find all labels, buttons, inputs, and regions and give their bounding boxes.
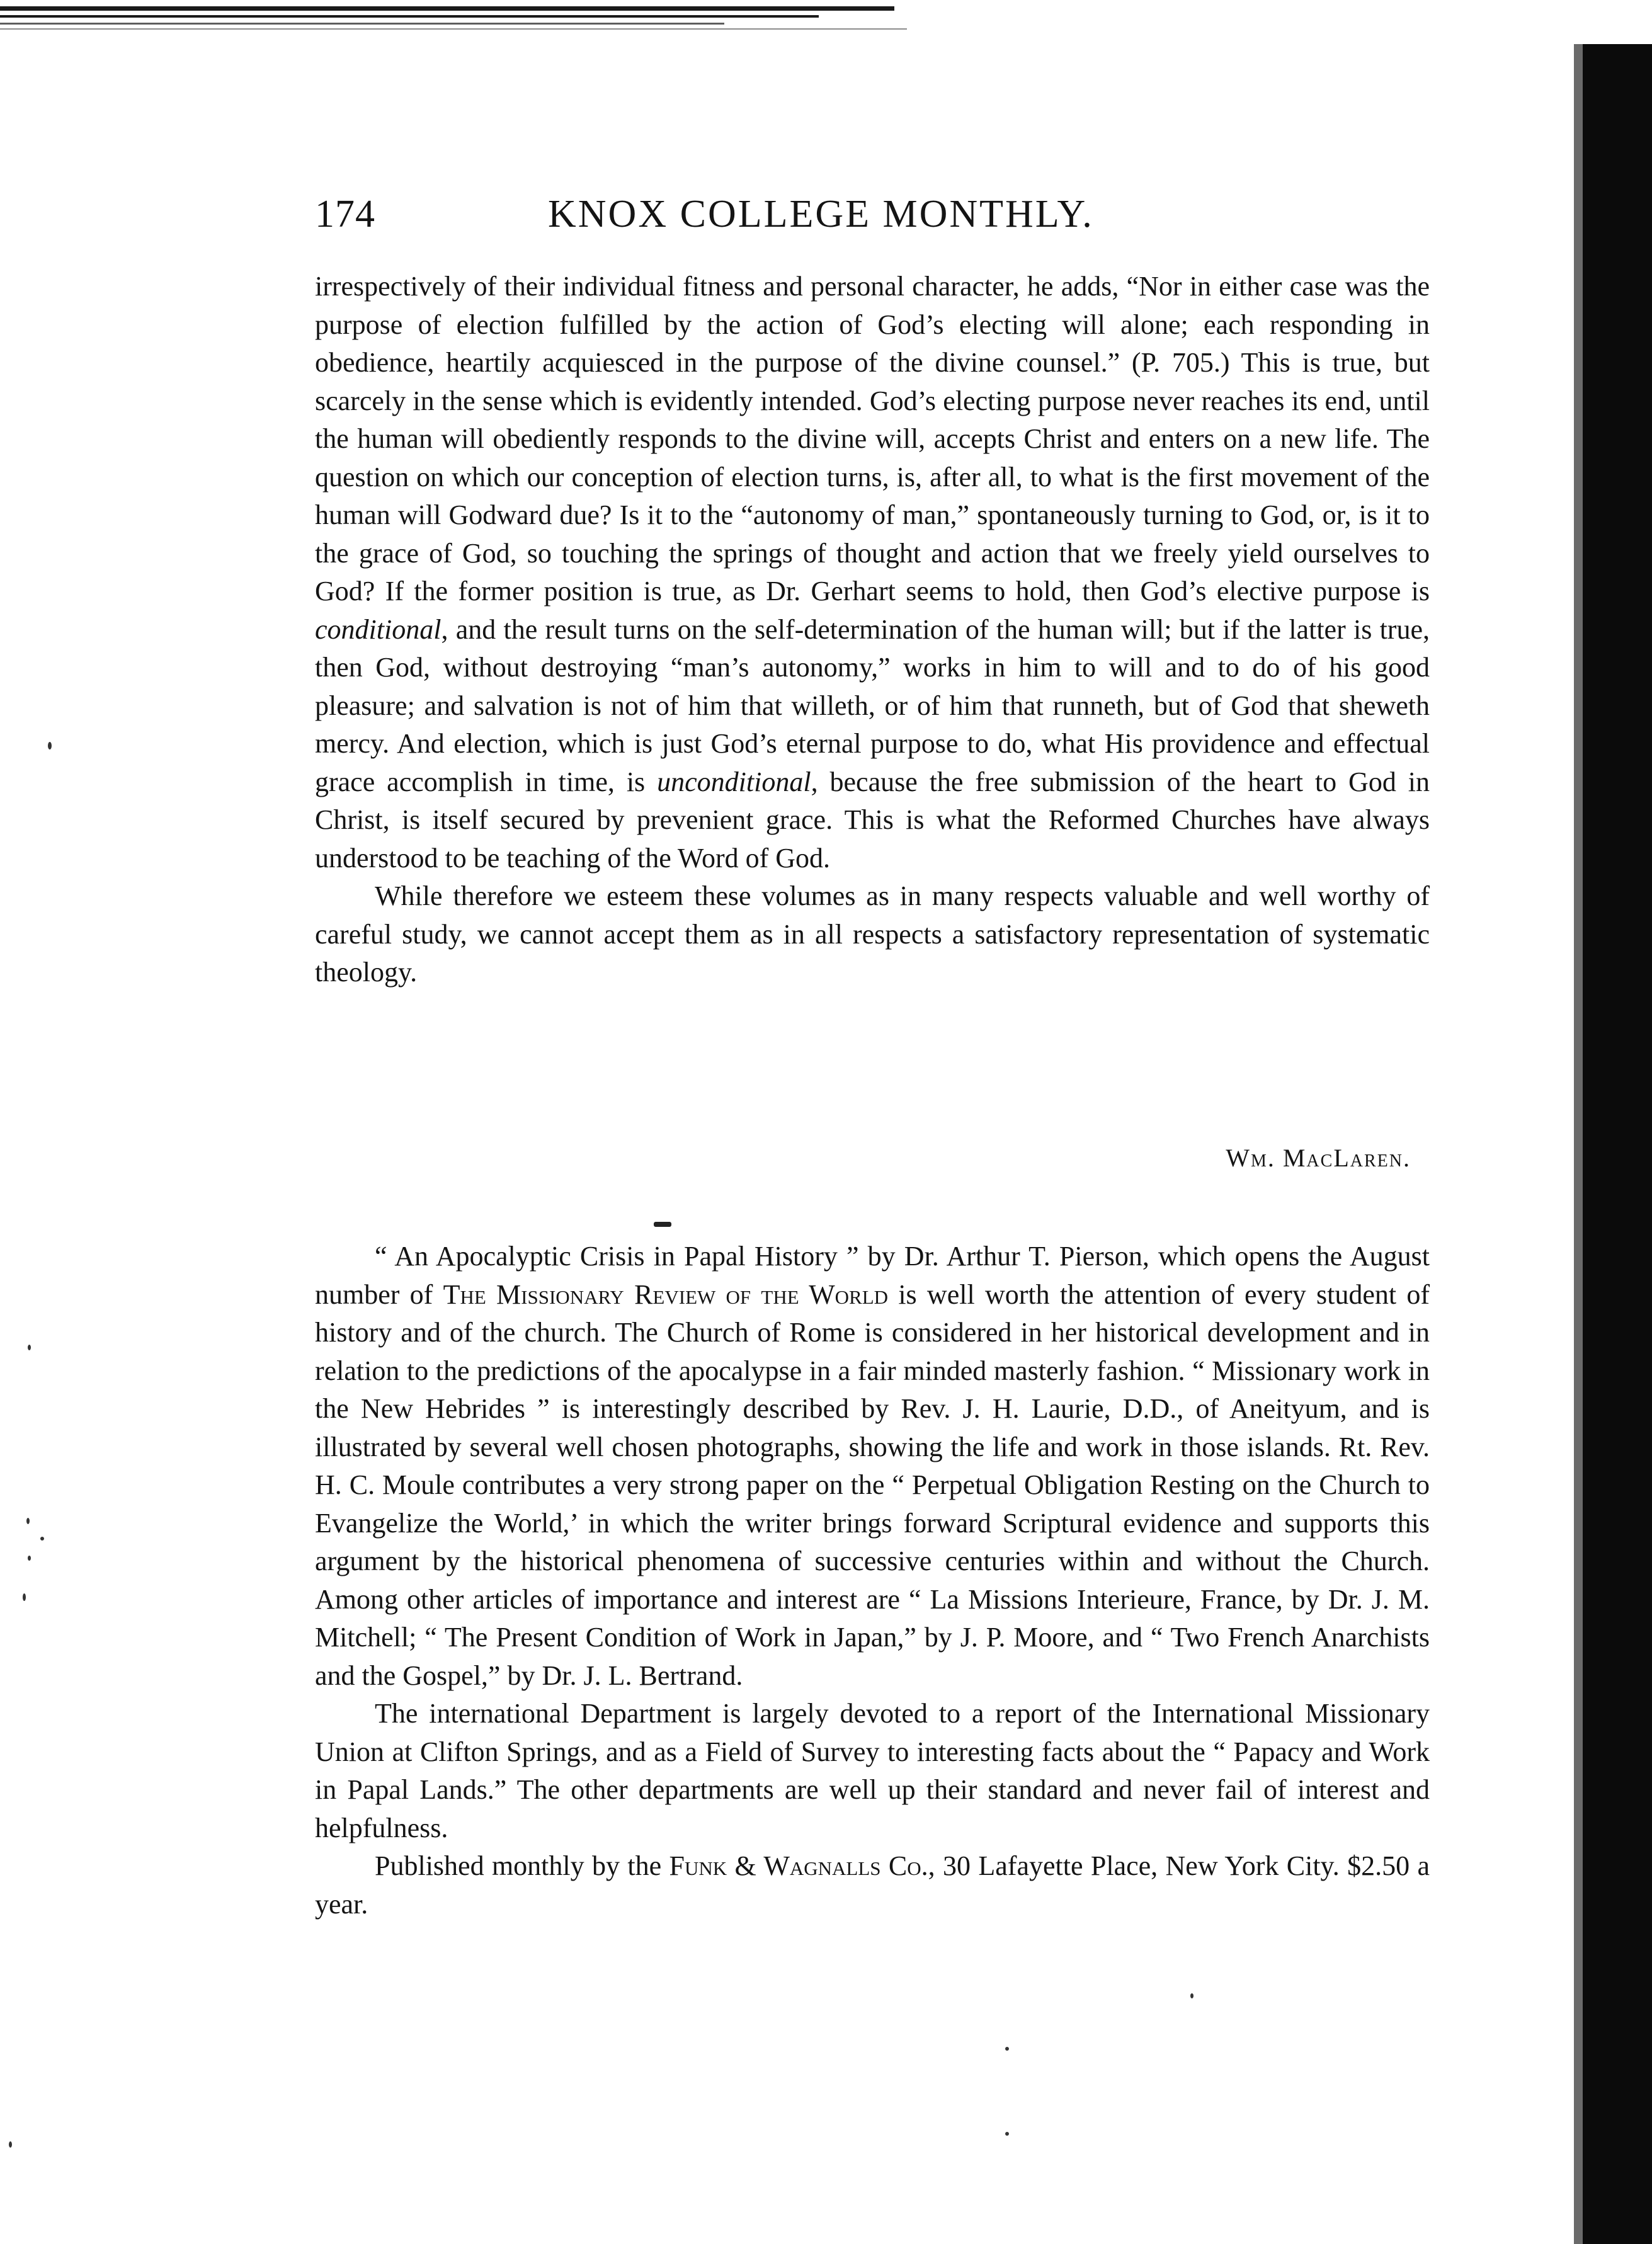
review-body-continued: [315, 268, 1430, 992]
margin-speck: [23, 1593, 26, 1601]
margin-speck: [26, 1518, 30, 1524]
page-edge: [1583, 44, 1652, 2244]
italic-emphasis: unconditional: [657, 766, 811, 797]
top-rule: [0, 15, 819, 18]
paragraph: “ An Apocalyptic Crisis in Papal History ” by Dr. Arthur T. Pierson, which opens the August number of The Missionary Review of the World is well worth the attention of every student of history and of the church. The Church of Rome is considered in her historical development and in relation to the predictions of the apocalypse in a fair minded masterly fashion. “ Missionary work in the New Hebrides ” is interestingly described by Rev. J. H. Laurie, D.D., of Aneityum, and is illustrated by several well chosen photographs, showing the life and work in those islands. Rt. Rev. H. C. Moule contributes a very strong paper on the “ Perpetual Obligation Resting on the Church to Evangelize the World,’ in which the writer brings forward Scriptural evidence and supports this argument by the historical phenomena of successive centuries within and without the Church. Among other articles of importance and interest are “ La Missions Interieure, France, by Dr. J. M. Mitchell; “ The Present Condition of Work in Japan,” by J. P. Moore, and “ Two French Anarchists and the Gospel,” by Dr. J. L. Bertrand.: [315, 1241, 1430, 1691]
margin-speck: [28, 1345, 31, 1350]
margin-speck: [28, 1556, 31, 1561]
paragraph: While therefore we esteem these volumes as in many respects valuable and well worthy of careful study, we cannot accept them as in all respects a satisfactory representation of systematic theology.: [315, 880, 1430, 988]
author-signature: Wm. MacLaren.: [1226, 1144, 1411, 1172]
top-rule: [0, 23, 724, 25]
top-rule: [0, 6, 894, 11]
margin-speck: [9, 2141, 12, 2148]
page-number: 174: [315, 193, 375, 236]
publisher-name: Funk & Wagnalls Co.: [669, 1850, 928, 1881]
publisher-note: Published monthly by the Funk & Wagnalls Co., 30 Lafayette Place, New York City. $2.50 a year.: [315, 1850, 1430, 1920]
top-rule: [0, 28, 907, 30]
margin-speck: [1005, 2132, 1009, 2136]
journal-title: KNOX COLLEGE MONTHLY.: [548, 193, 1094, 236]
margin-speck: [40, 1537, 44, 1541]
running-head: [315, 186, 1430, 242]
margin-speck: [1005, 2047, 1009, 2051]
italic-emphasis: conditional: [315, 613, 441, 645]
page-edge-shadow: [1574, 44, 1583, 2244]
review-body: [315, 1238, 1430, 1923]
periodical-name: The Missionary Review of the World: [443, 1279, 889, 1310]
margin-speck: [48, 742, 52, 749]
margin-speck: [1190, 1993, 1193, 1998]
paragraph: irrespectively of their individual fitness and personal character, he adds, “Nor in either case was the purpose of election fulfilled by the action of God’s electing will alone; each responding in obedience, heartily acquiesced in the purpose of the divine counsel.” (P. 705.) This is true, but scarcely in the sense which is evidently intended. God’s electing purpose never reaches its end, until the human will obediently responds to the divine will, accepts Christ and enters on a new life. The question on which our conception of election turns, is, after all, to what is the first movement of the human will Godward due? Is it to the “autonomy of man,” spontaneously turning to God, or, is it to the grace of God, so touching the springs of thought and action that we freely yield ourselves to God? If the former position is true, as Dr. Gerhart seems to hold, then God’s elective purpose is conditional, and the result turns on the self-determination of the human will; but if the latter is true, then God, without destroying “man’s autonomy,” works in him to will and to do of his good pleasure; and salvation is not of him that willeth, or of him that runneth, but of God that sheweth mercy. And election, which is just God’s eternal purpose to do, what His providence and effectual grace accomplish in time, is unconditional, because the free submission of the heart to God in Christ, is itself secured by prevenient grace. This is what the Reformed Churches have always understood to be teaching of the Word of God.: [315, 271, 1430, 874]
paragraph: The international Department is largely devoted to a report of the International Missionary Union at Clifton Springs, and as a Field of Survey to interesting facts about the “ Papacy and Work in Papal Lands.” The other departments are well up their standard and never fail of interest and helpfulness.: [315, 1698, 1430, 1843]
section-separator: [654, 1222, 671, 1227]
